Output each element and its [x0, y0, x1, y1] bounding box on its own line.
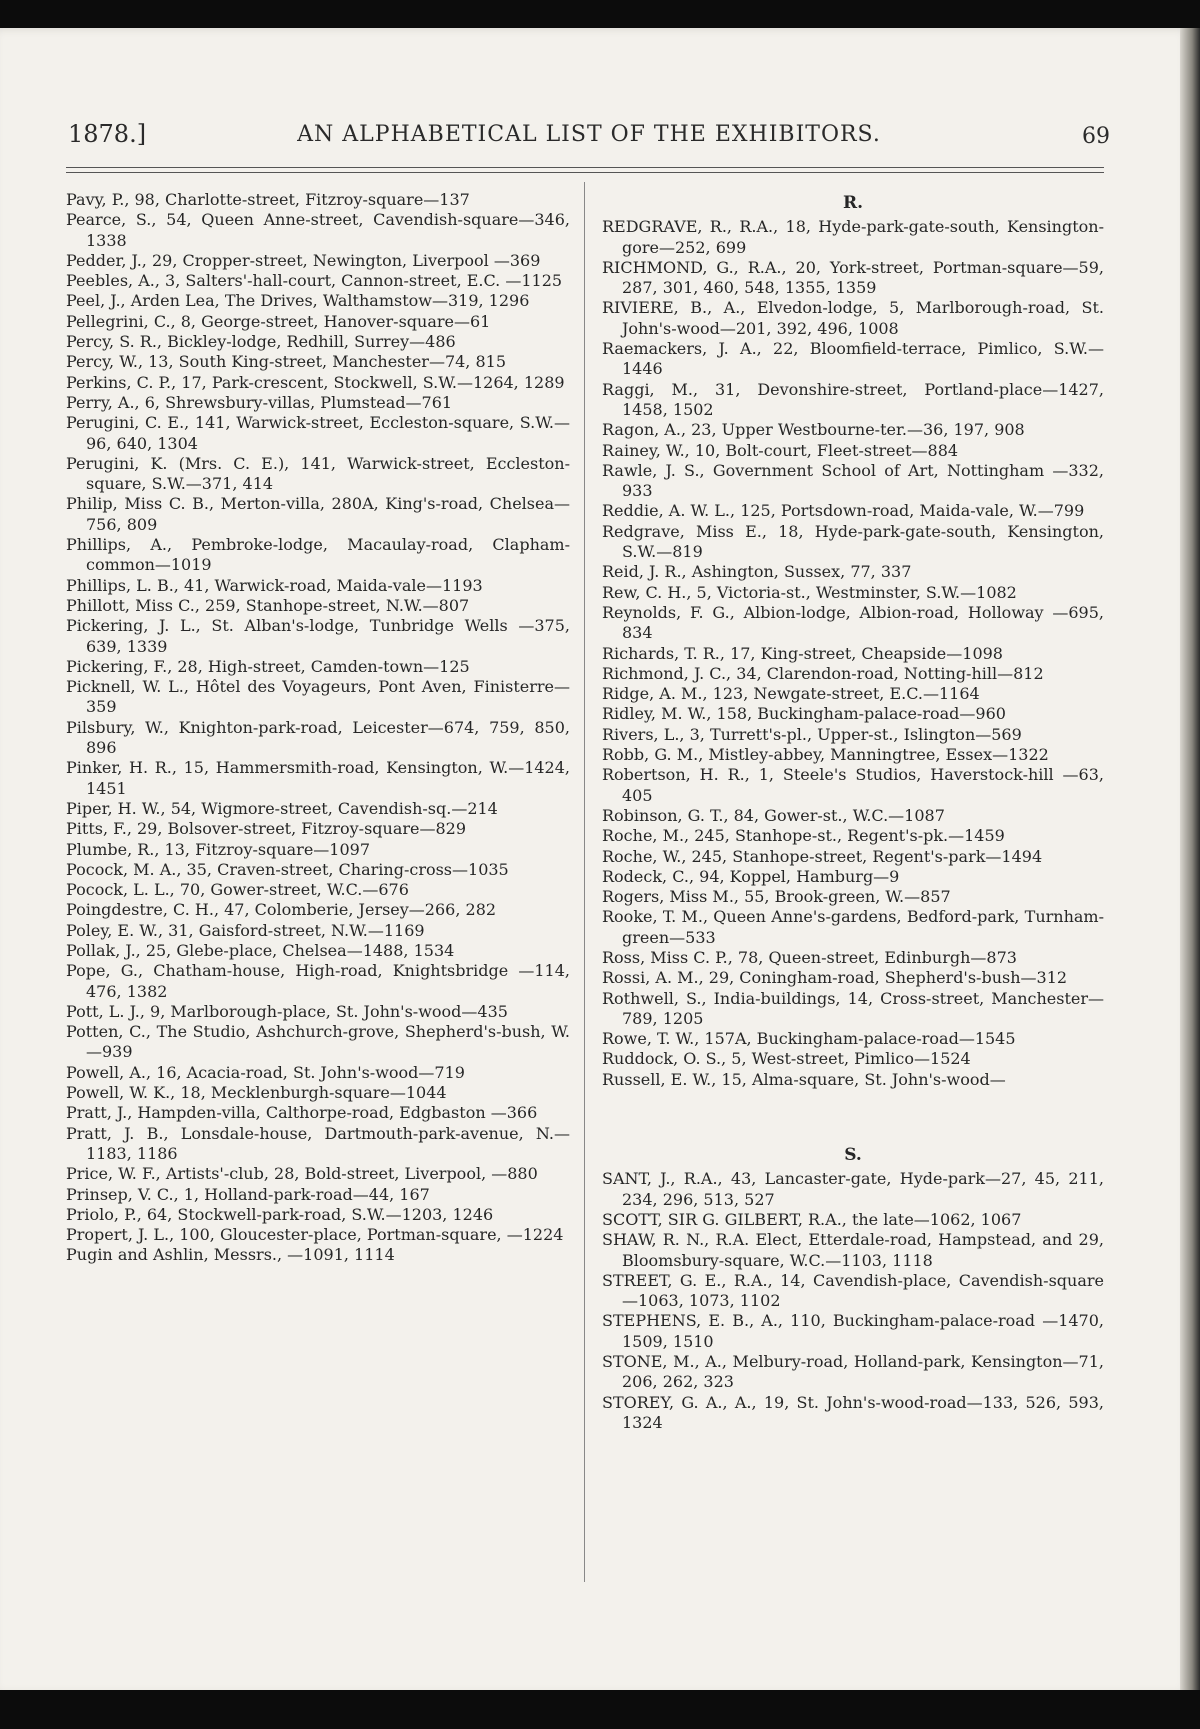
- exhibitor-entry: Pocock, L. L., 70, Gower-street, W.C.—676: [66, 880, 409, 900]
- exhibitor-entry: SANT, J., R.A., 43, Lancaster-gate, Hyde-park—27, 45, 211, 234, 296, 513, 527: [602, 1169, 1104, 1209]
- header-title: AN ALPHABETICAL LIST OF THE EXHIBITORS.: [297, 122, 881, 147]
- exhibitor-entry: Ridge, A. M., 123, Newgate-street, E.C.—1164: [602, 684, 980, 704]
- exhibitor-entry: STREET, G. E., R.A., 14, Cavendish-place, Cavendish-square—1063, 1073, 1102: [602, 1270, 1104, 1311]
- exhibitor-entry: Robertson, H. R., 1, Steele's Studios, Haverstock-hill —63, 405: [602, 765, 1104, 805]
- exhibitor-entry: Plumbe, R., 13, Fitzroy-square—1097: [66, 839, 371, 859]
- exhibitor-entry: Roche, W., 245, Stanhope-street, Regent's-park—1494: [602, 846, 1043, 866]
- exhibitor-entry: Rothwell, S., India-buildings, 14, Cross-street, Manchester—789, 1205: [602, 988, 1104, 1028]
- exhibitor-entry: Reid, J. R., Ashington, Sussex, 77, 337: [602, 562, 912, 582]
- exhibitor-entry: Ragon, A., 23, Upper Westbourne-ter.—36, 197, 908: [602, 420, 1025, 440]
- section-s-list: [602, 1169, 1104, 1433]
- exhibitor-entry: Rawle, J. S., Government School of Art, Nottingham —332, 933: [602, 460, 1104, 501]
- header-rule: [66, 167, 1104, 168]
- exhibitor-entry: Reynolds, F. G., Albion-lodge, Albion-road, Holloway —695, 834: [602, 602, 1104, 643]
- page-number: 69: [1082, 124, 1110, 149]
- exhibitor-entry: Price, W. F., Artists'-club, 28, Bold-street, Liverpool, —880: [66, 1164, 538, 1184]
- section-heading-s: S.: [844, 1145, 862, 1166]
- exhibitor-entry: Pickering, F., 28, High-street, Camden-town—125: [66, 656, 470, 676]
- exhibitor-entry: Piper, H. W., 54, Wigmore-street, Cavendish-sq.—214: [66, 798, 498, 818]
- exhibitor-entry: SHAW, R. N., R.A. Elect, Etterdale-road, Hampstead, and 29, Bloomsbury-square, W.C.—1103, 1118: [602, 1230, 1104, 1270]
- exhibitor-entry: Roche, M., 245, Stanhope-st., Regent's-pk.—1459: [602, 826, 1005, 846]
- exhibitor-entry: Picknell, W. L., Hôtel des Voyageurs, Pont Aven, Finisterre—359: [66, 677, 570, 717]
- running-header: [68, 120, 1110, 160]
- exhibitor-entry: Phillips, L. B., 41, Warwick-road, Maida-vale—1193: [66, 575, 483, 595]
- exhibitor-entry: Pott, L. J., 9, Marlborough-place, St. John's-wood—435: [66, 1001, 508, 1021]
- exhibitor-entry: RIVIERE, B., A., Elvedon-lodge, 5, Marlborough-road, St. John's-wood—201, 392, 496, 1008: [602, 298, 1104, 338]
- exhibitor-entry: Robinson, G. T., 84, Gower-st., W.C.—1087: [602, 805, 945, 825]
- exhibitor-entry: Rivers, L., 3, Turrett's-pl., Upper-st., Islington—569: [602, 724, 1022, 744]
- exhibitor-entry: Reddie, A. W. L., 125, Portsdown-road, Maida-vale, W.—799: [602, 501, 1085, 521]
- exhibitor-entry: Pitts, F., 29, Bolsover-street, Fitzroy-square—829: [66, 819, 467, 839]
- exhibitor-entry: Percy, W., 13, South King-street, Manchester—74, 815: [66, 352, 507, 372]
- exhibitor-entry: Pilsbury, W., Knighton-park-road, Leicester—674, 759, 850, 896: [66, 717, 570, 758]
- scan-bottom-edge: [0, 1690, 1200, 1729]
- exhibitor-entry: Pugin and Ashlin, Messrs., —1091, 1114: [66, 1245, 395, 1265]
- exhibitor-entry: Perugini, K. (Mrs. C. E.), 141, Warwick-street, Eccleston-square, S.W.—371, 414: [66, 453, 570, 494]
- left-column: [66, 190, 570, 1266]
- exhibitor-entry: Pedder, J., 29, Cropper-street, Newington, Liverpool —369: [66, 250, 541, 270]
- exhibitor-entry: Rossi, A. M., 29, Coningham-road, Shepherd's-bush—312: [602, 968, 1068, 988]
- exhibitor-entry: Philip, Miss C. B., Merton-villa, 280A, King's-road, Chelsea—756, 809: [66, 494, 570, 534]
- exhibitor-entry: Peebles, A., 3, Salters'-hall-court, Cannon-street, E.C. —1125: [66, 271, 563, 291]
- header-year: 1878.]: [68, 120, 147, 148]
- exhibitor-entry: Pratt, J., Hampden-villa, Calthorpe-road, Edgbaston —366: [66, 1103, 538, 1123]
- exhibitor-entry: Richmond, J. C., 34, Clarendon-road, Notting-hill—812: [602, 663, 1044, 683]
- exhibitor-entry: Phillips, A., Pembroke-lodge, Macaulay-road, Clapham-common—1019: [66, 535, 570, 575]
- exhibitor-entry: Perugini, C. E., 141, Warwick-street, Eccleston-square, S.W.—96, 640, 1304: [66, 413, 570, 453]
- exhibitor-entry: Powell, W. K., 18, Mecklenburgh-square—1044: [66, 1083, 447, 1103]
- exhibitor-entry: Pickering, J. L., St. Alban's-lodge, Tunbridge Wells —375, 639, 1339: [66, 616, 570, 656]
- exhibitor-entry: SCOTT, SIR G. GILBERT, R.A., the late—1062, 1067: [602, 1209, 1022, 1229]
- exhibitor-entry: Pope, G., Chatham-house, High-road, Knightsbridge —114, 476, 1382: [66, 961, 570, 1001]
- exhibitor-entry: Peel, J., Arden Lea, The Drives, Walthamstow—319, 1296: [66, 291, 530, 311]
- exhibitor-entry: Robb, G. M., Mistley-abbey, Manningtree, Essex—1322: [602, 745, 1049, 765]
- section-heading-r: R.: [842, 193, 864, 213]
- exhibitor-entry: Priolo, P., 64, Stockwell-park-road, S.W.—1203, 1246: [66, 1204, 494, 1224]
- exhibitor-entry: Rew, C. H., 5, Victoria-st., Westminster, S.W.—1082: [602, 582, 1017, 602]
- exhibitor-entry: Ruddock, O. S., 5, West-street, Pimlico—1524: [602, 1049, 971, 1069]
- exhibitor-entry: Redgrave, Miss E., 18, Hyde-park-gate-south, Kensington, S.W.—819: [602, 521, 1104, 562]
- exhibitor-entry: Rogers, Miss M., 55, Brook-green, W.—857: [602, 887, 951, 907]
- exhibitor-entry: Propert, J. L., 100, Gloucester-place, Portman-square, —1224: [66, 1225, 564, 1245]
- exhibitor-entry: STOREY, G. A., A., 19, St. John's-wood-road—133, 526, 593, 1324: [602, 1392, 1104, 1432]
- exhibitor-entry: Powell, A., 16, Acacia-road, St. John's-wood—719: [66, 1062, 465, 1082]
- exhibitor-entry: Perry, A., 6, Shrewsbury-villas, Plumstead—761: [66, 392, 453, 412]
- exhibitor-entry: Russell, E. W., 15, Alma-square, St. John's-wood—: [602, 1069, 1006, 1089]
- exhibitor-entry: STONE, M., A., Melbury-road, Holland-park, Kensington—71, 206, 262, 323: [602, 1352, 1104, 1392]
- exhibitor-entry: Prinsep, V. C., 1, Holland-park-road—44, 167: [66, 1184, 430, 1204]
- exhibitor-entry: Poley, E. W., 31, Gaisford-street, N.W.—1169: [66, 920, 425, 940]
- exhibitor-entry: Rodeck, C., 94, Koppel, Hamburg—9: [602, 866, 900, 886]
- column-divider: [584, 182, 585, 1582]
- exhibitor-entry: Pinker, H. R., 15, Hammersmith-road, Kensington, W.—1424, 1451: [66, 758, 570, 798]
- exhibitor-entry: Rainey, W., 10, Bolt-court, Fleet-street—884: [602, 440, 959, 460]
- exhibitor-entry: Richards, T. R., 17, King-street, Cheapside—1098: [602, 643, 1003, 663]
- exhibitor-entry: Perkins, C. P., 17, Park-crescent, Stockwell, S.W.—1264, 1289: [66, 372, 565, 392]
- exhibitor-entry: Pratt, J. B., Lonsdale-house, Dartmouth-park-avenue, N.—1183, 1186: [66, 1123, 570, 1163]
- section-r-list: [602, 217, 1104, 1090]
- exhibitor-entry: Pearce, S., 54, Queen Anne-street, Cavendish-square—346, 1338: [66, 210, 570, 250]
- exhibitor-entry: Pavy, P., 98, Charlotte-street, Fitzroy-square—137: [66, 190, 470, 209]
- exhibitor-entry: Raemackers, J. A., 22, Bloomfield-terrace, Pimlico, S.W.—1446: [602, 339, 1104, 379]
- exhibitor-entry: Ridley, M. W., 158, Buckingham-palace-road—960: [602, 704, 1006, 724]
- exhibitor-entry: Raggi, M., 31, Devonshire-street, Portland-place—1427, 1458, 1502: [602, 379, 1104, 419]
- exhibitor-entry: Poingdestre, C. H., 47, Colomberie, Jersey—266, 282: [66, 900, 497, 920]
- scan-top-edge: [0, 0, 1200, 30]
- exhibitor-entry: Pellegrini, C., 8, George-street, Hanover-square—61: [66, 311, 491, 331]
- page-spine-shadow: [1180, 28, 1200, 1694]
- exhibitor-entry: Rowe, T. W., 157A, Buckingham-palace-road—1545: [602, 1029, 1016, 1049]
- exhibitor-entry: Percy, S. R., Bickley-lodge, Redhill, Surrey—486: [66, 332, 456, 352]
- exhibitor-entry: Rooke, T. M., Queen Anne's-gardens, Bedford-park, Turnham-green—533: [602, 907, 1104, 947]
- exhibitor-entry: Phillott, Miss C., 259, Stanhope-street, N.W.—807: [66, 595, 470, 615]
- exhibitor-entry: Potten, C., The Studio, Ashchurch-grove, Shepherd's-bush, W.—939: [66, 1022, 570, 1062]
- exhibitor-entry: STEPHENS, E. B., A., 110, Buckingham-palace-road —1470, 1509, 1510: [602, 1311, 1104, 1351]
- exhibitor-entry: RICHMOND, G., R.A., 20, York-street, Portman-square—59, 287, 301, 460, 548, 1355, 1359: [602, 257, 1104, 298]
- header-rule: [66, 172, 1104, 173]
- exhibitor-entry: Pollak, J., 25, Glebe-place, Chelsea—1488, 1534: [66, 940, 455, 960]
- exhibitor-entry: Pocock, M. A., 35, Craven-street, Charing-cross—1035: [66, 859, 509, 879]
- exhibitor-entry: REDGRAVE, R., R.A., 18, Hyde-park-gate-south, Kensington-gore—252, 699: [602, 217, 1104, 257]
- right-column: [602, 190, 1104, 1433]
- exhibitor-entry: Ross, Miss C. P., 78, Queen-street, Edinburgh—873: [602, 947, 1017, 967]
